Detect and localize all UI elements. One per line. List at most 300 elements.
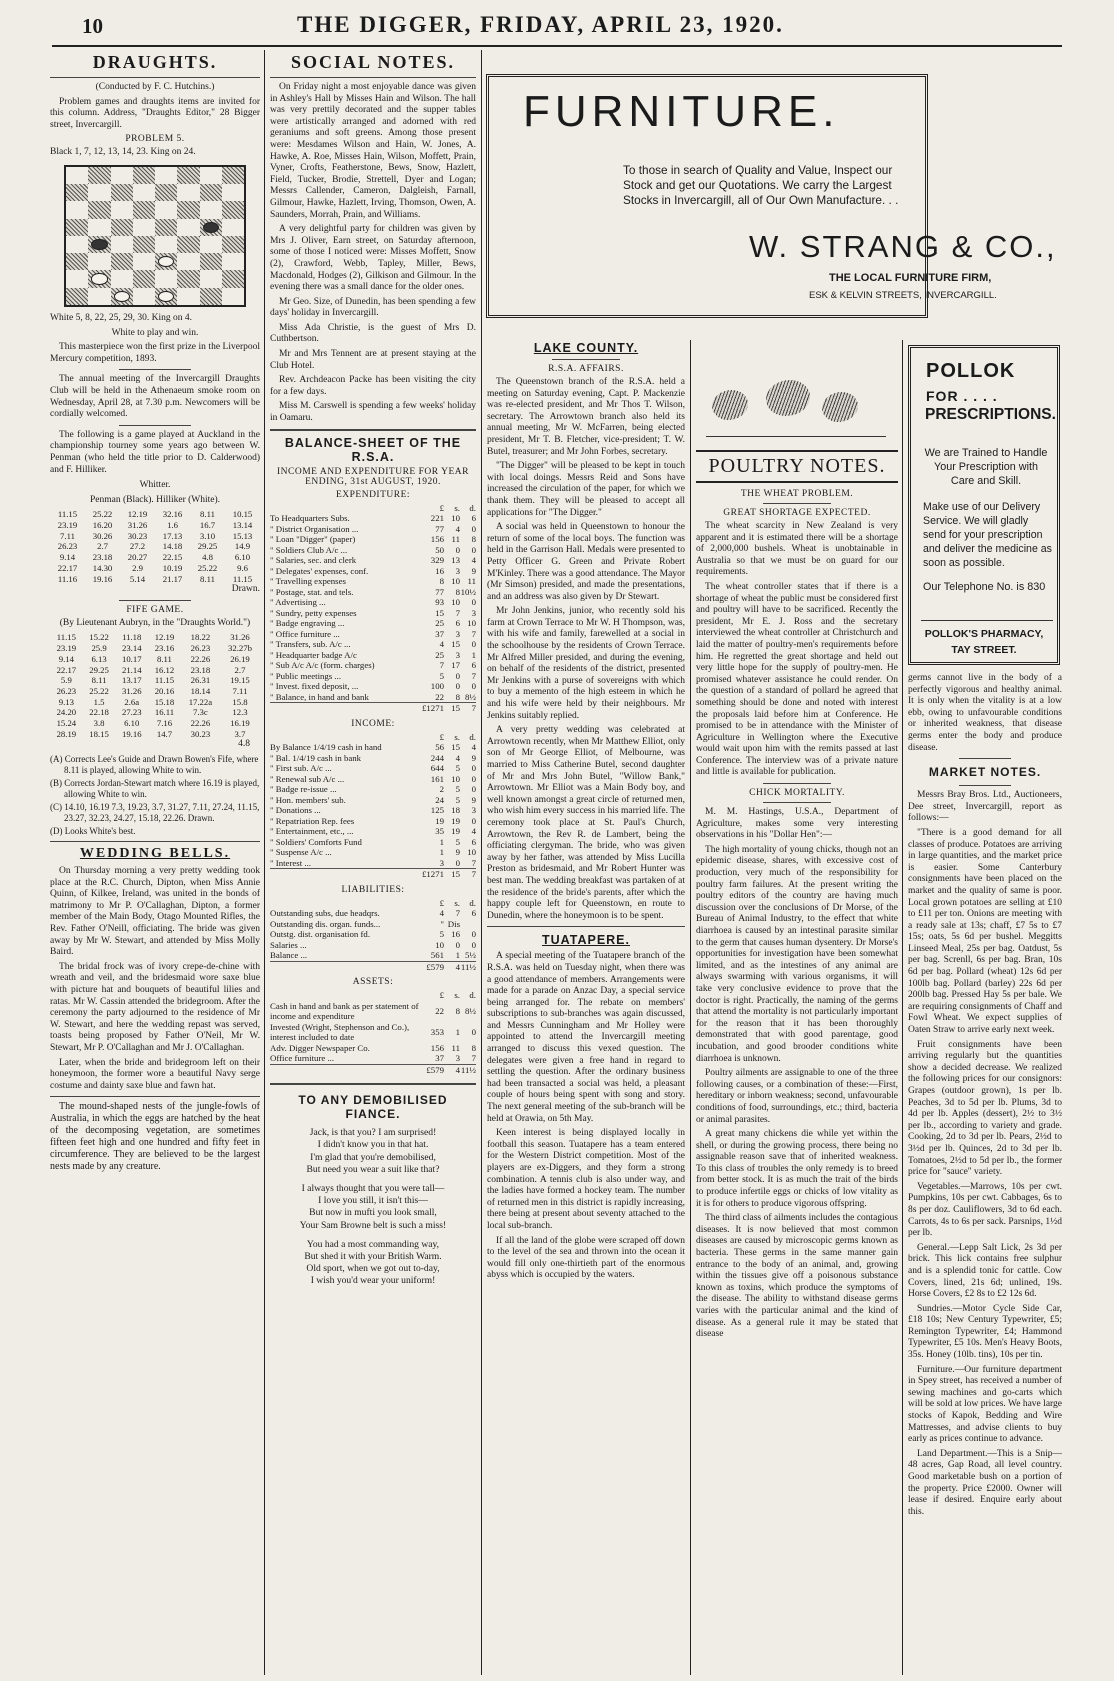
score-move: 25.22 <box>89 685 109 696</box>
paragraph: Messrs Bray Bros. Ltd., Auctioneers, Dee street, Invercargill, report as follows:— <box>908 790 1062 824</box>
ledger-item: " Badge re-issue ... <box>270 784 337 795</box>
ledger-pence: 0 <box>471 763 476 774</box>
ledger-shillings: 15 <box>451 742 460 753</box>
strang-firm: W. STRANG & CO., <box>749 229 1057 264</box>
page-number: 10 <box>82 14 103 38</box>
poem-line: You had a most commanding way, <box>306 1238 440 1250</box>
score-move: 10.15 <box>232 509 253 520</box>
ledger-shillings: 5 <box>455 836 460 847</box>
game-note: (B) Corrects Jordan-Stewart match where 16.19 is played, allowing White to win. <box>50 778 260 800</box>
score-row <box>50 520 260 531</box>
total-pounds: £579 <box>420 1064 444 1075</box>
score-move: 23.18 <box>92 552 113 563</box>
ledger-row <box>270 816 476 827</box>
score-row <box>50 654 260 665</box>
ledger-row <box>270 774 476 785</box>
score-move: 7.16 <box>156 718 173 729</box>
ledger-pounds: 19 <box>435 815 444 826</box>
ledger-pounds: 100 <box>430 681 444 692</box>
ledger-pounds: 5 <box>439 670 444 681</box>
divider <box>50 841 260 842</box>
score-move: 15.8 <box>232 696 248 707</box>
ledger-pounds: 244 <box>430 752 444 763</box>
ledger-shillings: 1 <box>455 1026 460 1037</box>
ledger-shillings: 17 <box>451 660 460 671</box>
board-square <box>222 270 244 287</box>
ledger-item: " Bal. 1/4/19 cash in bank <box>270 752 362 763</box>
ledger-row <box>270 1053 476 1064</box>
pollok-street: TAY STREET. <box>951 644 1017 656</box>
ledger-shillings: 8 <box>455 1005 460 1016</box>
game-note: (D) Looks White's best. <box>50 826 136 837</box>
ledger-shillings: 10 <box>451 576 460 587</box>
score-move: 26.19 <box>230 653 250 664</box>
paragraph: Later, when the bride and bridegroom left on their honeymoon, the former wore a beautiful Navy serge costume and dainty saxe blue and fawn hat. <box>50 1057 260 1091</box>
ledger-item: Salaries ... <box>270 939 307 950</box>
ledger-pence: 4 <box>471 826 476 837</box>
divider <box>270 77 476 78</box>
ledger-pounds: 10 <box>435 939 444 950</box>
score-move: 11.15 <box>56 632 76 643</box>
poem-stanza <box>270 1239 476 1288</box>
score-move: 18.15 <box>89 728 109 739</box>
score-move: 7.11 <box>232 685 248 696</box>
assets-label: ASSETS: <box>352 977 394 988</box>
chick-text <box>696 807 898 1341</box>
paragraph: "There is a good demand for all classes of produce. Potatoes are arriving in large quantities, and the market price is easier. Some Canterbury consignments have been placed on the market and the quality of same is poor. Local grown potatoes are selling at £10 to £11 per ton. Onions are meeting with a ready sale at 13s; chaff, £7 5s to £7 15s; oats, 5s 6d per bushel. Meggitts Linseed Meal, 25s per bag. Oatdust, 5s per bag. Screnll, 6s per bag. Bran, 10s 6d per bag. Pollard (wheat) 12s 6d per 100lb bag. Pollard (barley) 22s 6d per 200lb bag. Pressed Hay 5s per bale. We are requiring consignments of Chaff and Fowl Wheat. We expect supplies of Oaten Straw to arrive early next week. <box>908 827 1062 1036</box>
board-square <box>200 184 222 201</box>
score-move: 9.6 <box>237 562 248 573</box>
score-move: 19.16 <box>92 573 113 584</box>
score-move: 11.16 <box>57 573 78 584</box>
fiance-heading: TO ANY DEMOBILISED FIANCE. <box>298 1093 448 1122</box>
paragraph: Rev. Archdeacon Packe has been visiting the city for a few days. <box>270 375 476 397</box>
score-move: 22.26 <box>190 653 211 664</box>
score-move: 23.14 <box>121 643 142 654</box>
ledger-pounds: 24 <box>435 794 444 805</box>
board-square <box>66 253 88 270</box>
income-table <box>270 732 476 880</box>
ledger-pence: 0 <box>471 681 476 692</box>
score-row <box>50 665 260 676</box>
score-move: 26.23 <box>190 643 211 654</box>
white-piece <box>91 273 107 284</box>
ledger-item: Adv. Digger Newspaper Co. <box>270 1042 370 1053</box>
currency-header: d. <box>469 990 476 1001</box>
divider <box>763 802 832 803</box>
score-row <box>50 563 260 574</box>
ledger-row <box>270 597 476 608</box>
total-shillings: 15 <box>444 703 460 714</box>
ledger-shillings: 0 <box>455 544 460 555</box>
score-move: 11.18 <box>122 632 142 643</box>
ledger-shillings: 15 <box>451 639 460 650</box>
ledger-pence: 7 <box>471 670 476 681</box>
board-square <box>200 167 222 184</box>
wheat-text <box>696 521 898 779</box>
white-piece <box>114 291 130 302</box>
score-move: 22.18 <box>89 707 109 718</box>
score-row <box>50 718 260 729</box>
board-square <box>133 219 155 236</box>
score-move: 2.7 <box>234 664 246 675</box>
ledger-pounds: 4 <box>439 639 444 650</box>
to-play: White to play and win. <box>111 327 199 338</box>
ledger-shillings: 3 <box>455 628 460 639</box>
ledger-item: Invested (Wright, Stephenson and Co.), interest included to date <box>270 1021 410 1043</box>
lake-column <box>487 335 685 1671</box>
ledger-pence: 0 <box>471 929 476 940</box>
board-square <box>155 288 177 305</box>
board-square <box>111 236 133 253</box>
lake-sub: R.S.A. AFFAIRS. <box>548 364 624 374</box>
currency-header: d. <box>469 897 476 908</box>
divider <box>959 758 1011 759</box>
ledger-item: " First sub. A/c ... <box>270 763 332 774</box>
ledger-pence: 10 <box>467 618 476 629</box>
ledger-shillings: 19 <box>451 826 460 837</box>
score-move: 16.20 <box>92 519 113 530</box>
ledger-pounds: 7 <box>439 660 444 671</box>
score-move: 6.13 <box>91 653 107 664</box>
ledger-shillings: 4 <box>455 752 460 763</box>
ledger-pounds: 4 <box>439 908 444 919</box>
board-square <box>177 219 199 236</box>
column-rule <box>481 50 482 1675</box>
board-square <box>177 288 199 305</box>
ledger-item: To Headquarters Subs. <box>270 513 350 524</box>
problem-label: PROBLEM 5. <box>125 134 185 145</box>
ledger-pounds: 1 <box>439 847 444 858</box>
ledger-pounds: 37 <box>435 628 444 639</box>
poem-line: Old sport, when we got out to-day, <box>306 1263 440 1275</box>
board-square <box>66 201 88 218</box>
score-move: 22.17 <box>57 562 78 573</box>
paragraph: Keen interest is being displayed locally in football this season. Tuatapere has a team entered for the Western District competition. Most of the players are ex-Diggers, and they form a strong combination. A tennis club is also under way, and the ladies have formed a hockey team. The number of returned men in this district is rapidly increasing, there being at present about seventy attached to the local sub-branch. <box>487 1128 685 1231</box>
ledger-item: " Advertising ... <box>270 597 326 608</box>
score-move: 7.3c <box>193 707 208 718</box>
ledger-shillings: 10 <box>451 773 460 784</box>
poem-stanza <box>270 1183 476 1232</box>
score-move: 11.15 <box>154 675 175 686</box>
ledger-pounds: 56 <box>435 742 444 753</box>
score-move: 29.25 <box>197 541 218 552</box>
ledger-row <box>270 1043 476 1054</box>
ledger-shillings: 0 <box>455 670 460 681</box>
draughts-intro: Problem games and draughts items are invited for this column. Address, "Draughts Editor," 28 Bigger street, Invercargill. <box>50 96 260 130</box>
ledger-shillings: 7 <box>455 908 460 919</box>
score-move: 4.8 <box>202 552 213 563</box>
ledger-shillings: 19 <box>451 815 460 826</box>
score-move: 24.20 <box>56 707 77 718</box>
ledger-shillings: 10 <box>451 597 460 608</box>
poem-stanza <box>270 1127 476 1176</box>
social-column <box>270 52 476 1672</box>
poultry-column <box>696 340 898 1671</box>
ledger-item: Cash in hand and bank as per statement of income and expenditure <box>270 1000 419 1022</box>
paragraph: A very pretty wedding was celebrated at Arrowtown recently, when Mr Matthew Elliot, only son of Mr George Elliot, of Melbourne, was married to Miss Catherine Butel, second daughter of Mr and Mrs John Butel, "Willow Bank," Arrowtown. Mr Elliot was a Main Body boy, and well known amongst a great circle of returned men, who wish him every success in his married life. The ceremony took place at St. Paul's Church, Arrowtown, the Rev R. de Lambert, being the officiating clergyman. The bride, who was given away by her father, was attended by Miss Lucilla Preston as bridesmaid, and Mr Robert Hunter was best man. The wedding breakfast was partaken of at the residence of the bride's parents, after which the happy couple left for Queenstown, en route to Dunedin, where the honeymoon is to be spent. <box>487 725 685 921</box>
score-move: 23.19 <box>56 643 77 654</box>
ledger-pence: 1 <box>471 649 476 660</box>
white-position: White 5, 8, 22, 25, 29, 30. King on 4. <box>50 312 192 323</box>
pollok-pharmacy: POLLOK'S PHARMACY, <box>924 628 1044 640</box>
board-square <box>155 253 177 270</box>
currency-header: £ <box>439 897 444 908</box>
ledger-pounds: 25 <box>435 618 444 629</box>
poem-line: Your Sam Browne belt is such a miss! <box>299 1219 447 1231</box>
paragraph: Poultry ailments are assignable to one of the three following causes, or a combination of these:—First, hereditary or inborn weakness; second, unfavourable conditions of food, surroundings, etc.; third, bacteria or animal parasites. <box>696 1068 898 1125</box>
ledger-item: " Salaries, sec. and clerk <box>270 555 357 566</box>
score-row <box>50 552 260 563</box>
divider <box>119 425 190 426</box>
ledger-item: " Sundry, petty expenses <box>270 607 357 618</box>
game-intro: The following is a game played at Auckland in the championship tourney some years ago between W. Penman (who held the title prior to D. Calderwood) and F. Hilliker. <box>50 429 260 475</box>
wheat-problem: THE WHEAT PROBLEM. <box>740 489 854 499</box>
ledger-row <box>270 576 476 587</box>
ledger-shillings: 11 <box>451 534 460 545</box>
board-square <box>155 270 177 287</box>
market-text <box>908 790 1062 1518</box>
ledger-pence: 8½ <box>465 691 476 702</box>
currency-header: s. <box>454 897 460 908</box>
board-square <box>133 288 155 305</box>
currency-header: s. <box>454 502 460 513</box>
ledger-total <box>270 869 476 880</box>
score-move: 25.22 <box>92 509 113 520</box>
ledger-row <box>270 795 476 806</box>
score-move: 14.7 <box>156 728 173 739</box>
board-square <box>222 288 244 305</box>
ledger-pounds: " <box>440 918 444 929</box>
score-move: 31.26 <box>230 632 250 643</box>
ledger-shillings: 5 <box>455 763 460 774</box>
ledger-item: " Entertainment, etc., ... <box>270 826 354 837</box>
score-row <box>50 509 260 520</box>
score-row <box>50 675 260 686</box>
ledger-header <box>270 503 476 514</box>
score-move: 3.7 <box>234 728 246 739</box>
shortage-sub: GREAT SHORTAGE EXPECTED. <box>723 508 871 518</box>
ledger-item: Outstanding subs, due headqrs. <box>270 908 380 919</box>
black-piece <box>203 222 219 233</box>
score-move: 7.11 <box>60 530 75 541</box>
board-square <box>177 167 199 184</box>
ledger-pence: 0 <box>471 939 476 950</box>
ledger-row <box>270 671 476 682</box>
paragraph: A very delightful party for children was given by Mrs J. Oliver, Earn street, on Saturday afternoon, some of those I noticed were: Misses Moffett, Snow (2), Crawford, Webb, Tapley, Miller, Bews, Macdonald, Hodges (2), Gilkison and Gilmour. In the evening there was a small dance for the older ones. <box>270 224 476 293</box>
ledger-pence: 9 <box>471 794 476 805</box>
board-square <box>177 184 199 201</box>
board-square <box>133 236 155 253</box>
masthead <box>0 0 1114 46</box>
score-move: 11.15 <box>57 509 78 520</box>
pollok-delivery: Make use of our Delivery Service. We will gladly send for your prescription and deliver the medicine as soon as possible. <box>923 501 1052 569</box>
ledger-pence: 0 <box>471 784 476 795</box>
ledger-row <box>270 847 476 858</box>
board-square <box>155 236 177 253</box>
divider <box>119 600 190 601</box>
board-square <box>155 201 177 218</box>
board-square <box>222 253 244 270</box>
ledger-pounds: 329 <box>430 555 444 566</box>
total-shillings: 4 <box>444 961 460 972</box>
score-row <box>50 686 260 697</box>
total-pence: 7 <box>460 703 476 714</box>
ledger-pounds: 353 <box>430 1026 444 1037</box>
board-square <box>111 288 133 305</box>
score-move: 6.10 <box>234 552 251 563</box>
score-move: 18.22 <box>190 632 211 643</box>
score-move: 1.5 <box>93 696 105 707</box>
score-move: 30.26 <box>92 530 113 541</box>
ledger-item: " Public meetings ... <box>270 670 342 681</box>
club-meeting: The annual meeting of the Invercargill Draughts Club will be held in the Athenaeum smoke room on Wednesday, April 28, at 7.30 p.m. Newcomers will be cordially welcomed. <box>50 374 260 420</box>
total-pence: 7 <box>460 869 476 880</box>
ledger-pence: 4 <box>471 742 476 753</box>
paragraph: Mr John Jenkins, junior, who recently sold his farm at Crown Terrace to Mr W. H Thompson, was, with his wife and family, farewelled at a social in the schoolhouse by the residents of Crown Terrace. Mr Alfred Miller presided, and during the evening, on behalf of the residents of the district, presented Mr Jenkins with a purse of sovereigns with which to buy a memento of the high esteem in which he and his wife were held by their neighbours. Mr Jenkins suitably replied. <box>487 606 685 721</box>
paragraph: The third class of ailments includes the contagious diseases. It is now believed that most common diseases are caused by microscopic germs known as bacteria. These germs in the same manner gain entrance to the body of an animal, and, growing within the tissues give off a poisonous substance known as toxins, which produce the symptoms of the disease. The ability to withstand disease germs varies with the particular animal and the kind of disease. As a general rule it may be stated that disease <box>696 1213 898 1340</box>
pollok-for: FOR . . . . <box>926 388 998 404</box>
board-square <box>222 184 244 201</box>
paragraph: Miss M. Carswell is spending a few weeks' holiday in Oamaru. <box>270 401 476 424</box>
board-square <box>88 253 110 270</box>
masthead-rule <box>52 45 1062 47</box>
score-move: 16.11 <box>154 707 175 718</box>
board-square <box>200 219 222 236</box>
ledger-item: " Soldiers' Comforts Fund <box>270 836 362 847</box>
board-square <box>111 219 133 236</box>
ledger-pence: 0 <box>471 773 476 784</box>
ledger-pence: 0 <box>471 639 476 650</box>
paragraph: The Queenstown branch of the R.S.A. held a meeting on Saturday evening, Capt. P. Mackenzie was re-elected president, and Mr Thos T. Wilson, secretary. The Arrowtown branch also held its annual meeting, Mr W. McFarren, being elected president, Mr T. B. Fletcher, vice-president; T. W. Butel, treasurer; and Mr John Forbes, secretary. <box>487 377 685 457</box>
ledger-pence <box>460 919 476 930</box>
score-move: 19.16 <box>121 728 142 739</box>
score-move: 5.14 <box>129 573 146 584</box>
expenditure-label: EXPENDITURE: <box>335 489 411 500</box>
pollok-telephone: Our Telephone No. is 830 <box>923 581 1046 593</box>
board-square <box>111 201 133 218</box>
board-square <box>88 219 110 236</box>
ledger-row <box>270 1001 476 1022</box>
board-square <box>133 184 155 201</box>
score-move: 27.2 <box>129 541 146 552</box>
ledger-pence: 3 <box>471 607 476 618</box>
board-square <box>133 253 155 270</box>
ledger-pence: 3 <box>471 805 476 816</box>
ledger-pence: 11 <box>467 576 476 587</box>
ledger-pence: 10 <box>467 847 476 858</box>
chick-mortality: CHICK MORTALITY. <box>749 788 845 799</box>
board-square <box>177 253 199 270</box>
draughts-column <box>50 52 260 1672</box>
ledger-pence: 8 <box>471 534 476 545</box>
score-move: 17.13 <box>162 530 183 541</box>
board-square <box>88 167 110 184</box>
score-move: 19.15 <box>230 675 250 686</box>
ledger-shillings: 0 <box>455 681 460 692</box>
score-move: 26.23 <box>56 685 77 696</box>
paragraph: Land Department.—This is a Snip—48 acres, Gap Road, all level country. Good marketable bush on a portion of the property. Price £2000. Owner will lease if desired. Enquire early about this. <box>908 1448 1062 1517</box>
score-move: 23.18 <box>190 664 211 675</box>
score-move: 8.11 <box>200 509 215 520</box>
score-move: 21.14 <box>121 664 142 675</box>
divider <box>119 369 190 370</box>
board-square <box>88 236 110 253</box>
ledger-pounds: 22 <box>435 691 444 702</box>
market-column <box>908 673 1062 1671</box>
total-pounds: £1271 <box>422 703 444 714</box>
ledger-pounds: 16 <box>435 565 444 576</box>
ledger-pence: 6 <box>471 908 476 919</box>
score-move: 3.10 <box>199 530 216 541</box>
total-shillings: 15 <box>444 869 460 880</box>
ledger-item: Outstg. dist. organisation fd. <box>270 929 371 940</box>
score-move: 12.19 <box>127 509 148 520</box>
tuatapere-text <box>487 951 685 1282</box>
poem-line: I love you still, it isn't this— <box>318 1195 428 1207</box>
black-position: Black 1, 7, 12, 13, 14, 23. King on 24. <box>50 147 196 158</box>
score-move: 22.15 <box>162 552 183 563</box>
column-rule <box>264 50 265 1675</box>
board-square <box>88 184 110 201</box>
currency-header: s. <box>454 990 460 1001</box>
poem-line: But shed it with your British Warm. <box>304 1250 442 1262</box>
white-piece <box>158 291 174 302</box>
ledger-spacer <box>270 703 420 714</box>
ledger-pounds: 8 <box>439 576 444 587</box>
score-move: 23.19 <box>57 519 78 530</box>
ledger-pounds: 156 <box>430 1042 444 1053</box>
paragraph: Sundries.—Motor Cycle Side Car, £18 10s; New Century Typewriter, £5; Remington Typewriter, £4; Hammond Typewriter, £5 10s. Men's Heavy Boots, 35s. Honey (10lb. tins), 10s per tin. <box>908 1303 1062 1361</box>
ledger-spacer <box>270 961 420 972</box>
expenditure-table <box>270 503 476 714</box>
score-move: 26.31 <box>190 675 211 686</box>
ledger-total <box>270 1064 476 1075</box>
furniture-address: ESK & KELVIN STREETS, INVERCARGILL. <box>809 290 997 301</box>
game-note: (A) Corrects Lee's Guide and Drawn Bowen's Fife, where 8.11 is played, allowing White to win. <box>50 754 259 776</box>
ledger-spacer <box>270 898 420 909</box>
white-piece <box>158 256 174 267</box>
score-move: 6.10 <box>124 718 140 729</box>
board-square <box>200 288 222 305</box>
score-move: 2.6a <box>124 696 140 707</box>
score-move: 25.22 <box>197 562 218 573</box>
ledger-row <box>270 826 476 837</box>
divider <box>270 1083 476 1085</box>
game-score-fife <box>50 632 260 739</box>
score-move: 20.16 <box>154 685 175 696</box>
ledger-row <box>270 524 476 535</box>
paragraph: The wheat scarcity in New Zealand is very apparent and it is estimated there will be a shortage of 2,000,000 bushels. Wheat is unobtainable in Australia so that we must be on guard for our requirements. <box>696 521 898 578</box>
paragraph: The high mortality of young chicks, though not an epidemic disease, shares, with excessive cost of production, very much of the responsibility for poultry farm failures. At the present writing the poultry editors of the country are having much discussion over the conclusions of Dr Morse, of the Bureau of Animal Industry, to the effect that white diarrhoea is caused by an intestinal parasite similar to the germ that causes human dysentery. Dr Morse's opportunities for investigation have been somewhat limited, and as the intestines of any animal are always swarming with various organisms, it will take very conclusive evidence to prove that the doctor is right. Practically, the naming of the germs that attend the mortality is not particularly important for the reason that it has been thoroughly demonstrated that with good parentage, good incubation, and good brooder conditions white diarrhoea is unknown. <box>696 844 898 1064</box>
currency-header: d. <box>469 731 476 742</box>
poem-line: I didn't know you in that hat. <box>317 1139 429 1151</box>
game-end: 4.8 <box>238 739 250 750</box>
board-square <box>133 201 155 218</box>
ledger-item: " District Organisation ... <box>270 523 359 534</box>
ledger-item: " Delegates' expenses, conf. <box>270 565 369 576</box>
total-pence: 11½ <box>460 961 476 972</box>
column-rule <box>690 340 691 1675</box>
players: Penman (Black). Hilliker (White). <box>89 494 221 505</box>
ledger-pence: 9 <box>471 565 476 576</box>
ledger-item: " Travelling expenses <box>270 576 346 587</box>
ledger-pounds: 35 <box>435 826 444 837</box>
score-move: 1.6 <box>167 519 178 530</box>
score-move: 2.9 <box>132 562 143 573</box>
board-square <box>177 201 199 218</box>
ledger-row <box>270 629 476 640</box>
